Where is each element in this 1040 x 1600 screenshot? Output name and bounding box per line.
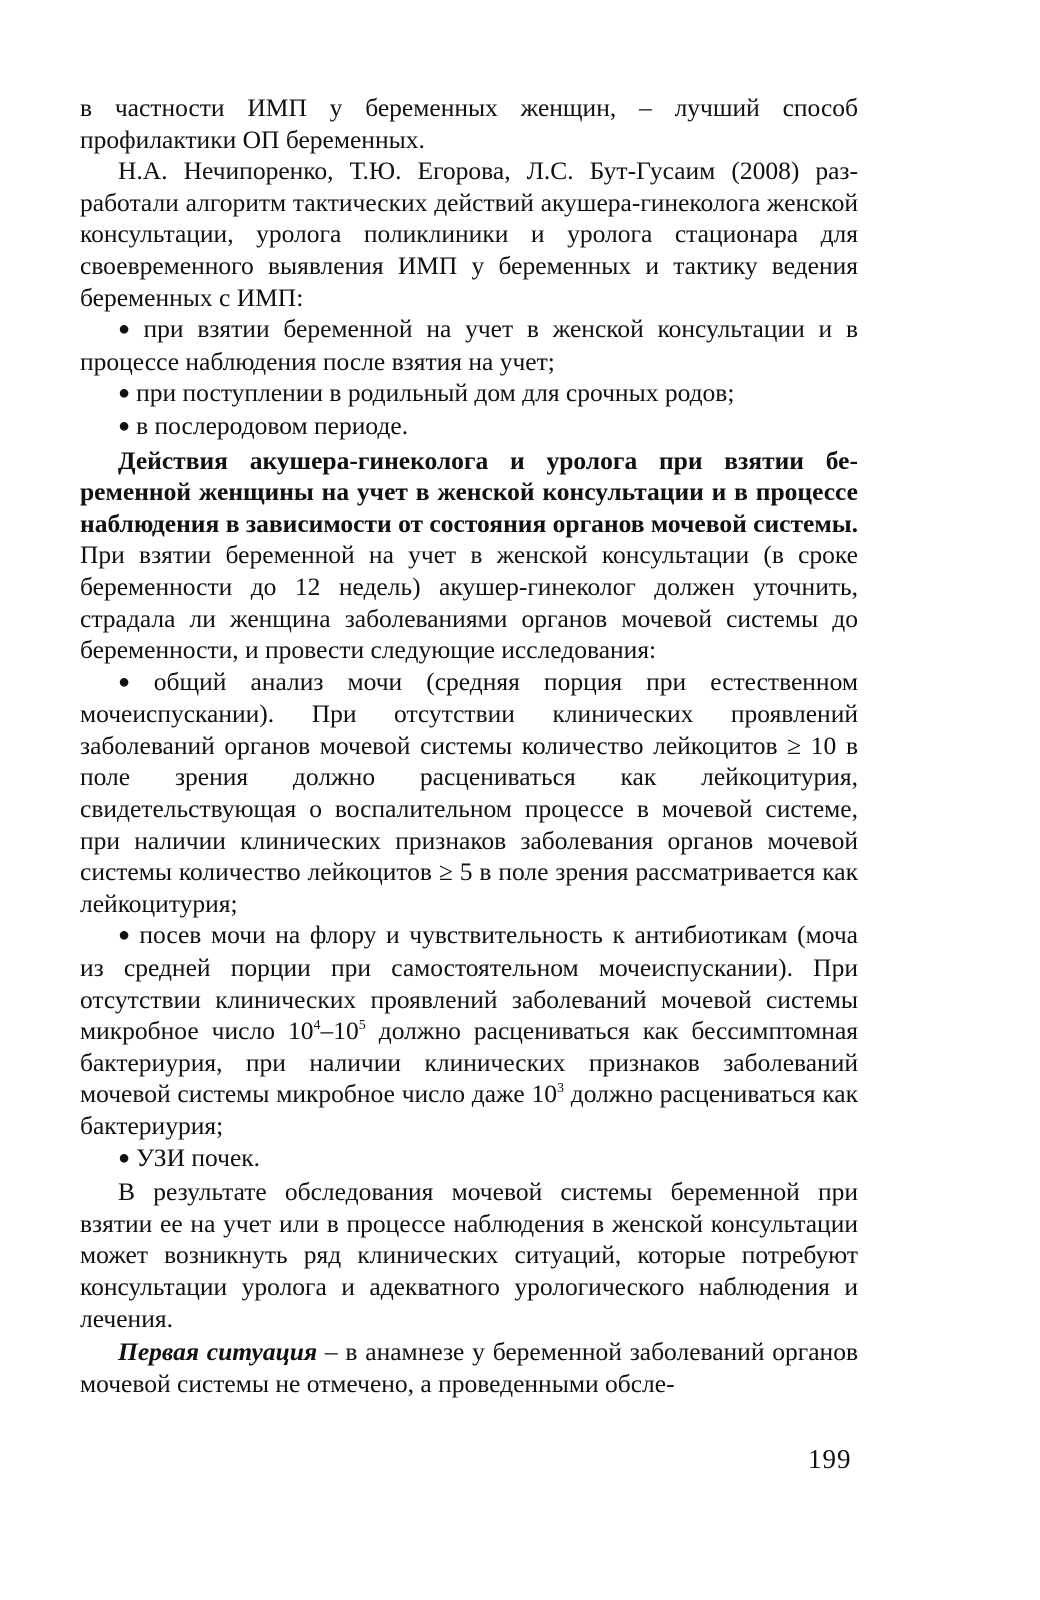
list-item	[80, 377, 858, 410]
list-item-text: при поступлении в родильный дом для срочных родов;	[136, 378, 735, 408]
list-item	[80, 919, 858, 1141]
bullet-icon: ●	[118, 382, 131, 405]
list-item-text: УЗИ почек.	[136, 1142, 261, 1172]
list-item-text: в послеродовом периоде.	[136, 410, 409, 440]
bullet-icon: ●	[118, 318, 138, 341]
list-item-text: должно расцениваться как бессимптомная бактериурия, при наличии клинических признаков заболеваний мочевой системы микробное число даже 10	[80, 1016, 858, 1109]
superscript: 5	[358, 1018, 366, 1034]
paragraph-authors: Н.А. Нечипоренко, Т.Ю. Егорова, Л.С. Бут-Гусаим (2008) разработали алгоритм тактических действий акушера-гинеколога женской консультации, уролога поликлиники и уролога стационара для своевременного выявления ИМП у беременных и тактику ведения беременных с ИМП:	[80, 156, 858, 312]
list-item-text: при взятии беременной на учет в женской консультации и в процессе наблюдения после взятия на учет;	[80, 314, 858, 376]
superscript: 4	[313, 1018, 321, 1034]
paragraph-text: – в анамнезе у беременной заболеваний органов мочевой системы не отмечено, а проведенными обсле-	[80, 1337, 858, 1398]
paragraph-actions	[80, 445, 858, 666]
bullet-icon: ●	[118, 924, 134, 947]
bullet-icon: ●	[118, 414, 131, 437]
list-item	[80, 1142, 858, 1175]
list-item-text: посев мочи на флору и чувствительность к антибиотикам (моча из средней порции при самостоятельном мочеиспускании). При отсутствии клинических проявлений заболеваний мочевой системы микробное число 10	[80, 920, 858, 1046]
bullet-icon: ●	[118, 670, 148, 693]
bullet-icon: ●	[118, 1146, 131, 1169]
situation-label: Первая ситуация	[118, 1337, 318, 1367]
list-item-text: общий анализ мочи (средняя порция при естественном мочеиспускании). При отсутствии клинических проявлений заболеваний органов мочевой системы количество лейкоцитов ≥ 10 в поле зрения должно расцениваться как лейкоцитурия, свидетельствующая о воспалительном процессе в мочевой системе, при наличии клинических признаков заболевания органов мочевой системы количество лейкоцитов ≥ 5 в поле зрения рассматривается как лейкоцитурия;	[80, 666, 858, 918]
list-item-text: должно расцениваться как бактериурия;	[80, 1079, 858, 1140]
body-text	[80, 92, 858, 1399]
list-item	[80, 410, 858, 443]
paragraph-text: При взятии беременной на учет в женской консультации (в сроке беременности до 12 недель) акушер-гинеколог должен уточнить, страдала ли женщина заболеваниями органов мочевой системы до беременности, и провести следующие исследования:	[80, 540, 858, 665]
page-number: 199	[808, 1444, 852, 1474]
paragraph-results: В результате обследования мочевой системы беременной при взятии ее на учет или в процессе наблюдения в женской консультации может возникнуть ряд клинических ситуаций, которые потребуют консультации уролога и адекватного урологического наблюдения и лечения.	[80, 1177, 858, 1333]
section-heading-inline: Действия акушера-гинеколога и уролога при взятии беременной женщины на учет в женской консультации и в процессе наблюдения в зависимости от состояния органов мочевой системы.	[80, 445, 858, 538]
paragraph-first-situation	[80, 1336, 858, 1399]
list-item-text: –10	[320, 1016, 359, 1046]
list-item	[80, 313, 858, 377]
list-item	[80, 666, 858, 920]
superscript: 3	[556, 1081, 564, 1097]
paragraph-continuation: в частности ИМП у беременных женщин, – лучший способ профилактики ОП беременных.	[80, 93, 858, 154]
